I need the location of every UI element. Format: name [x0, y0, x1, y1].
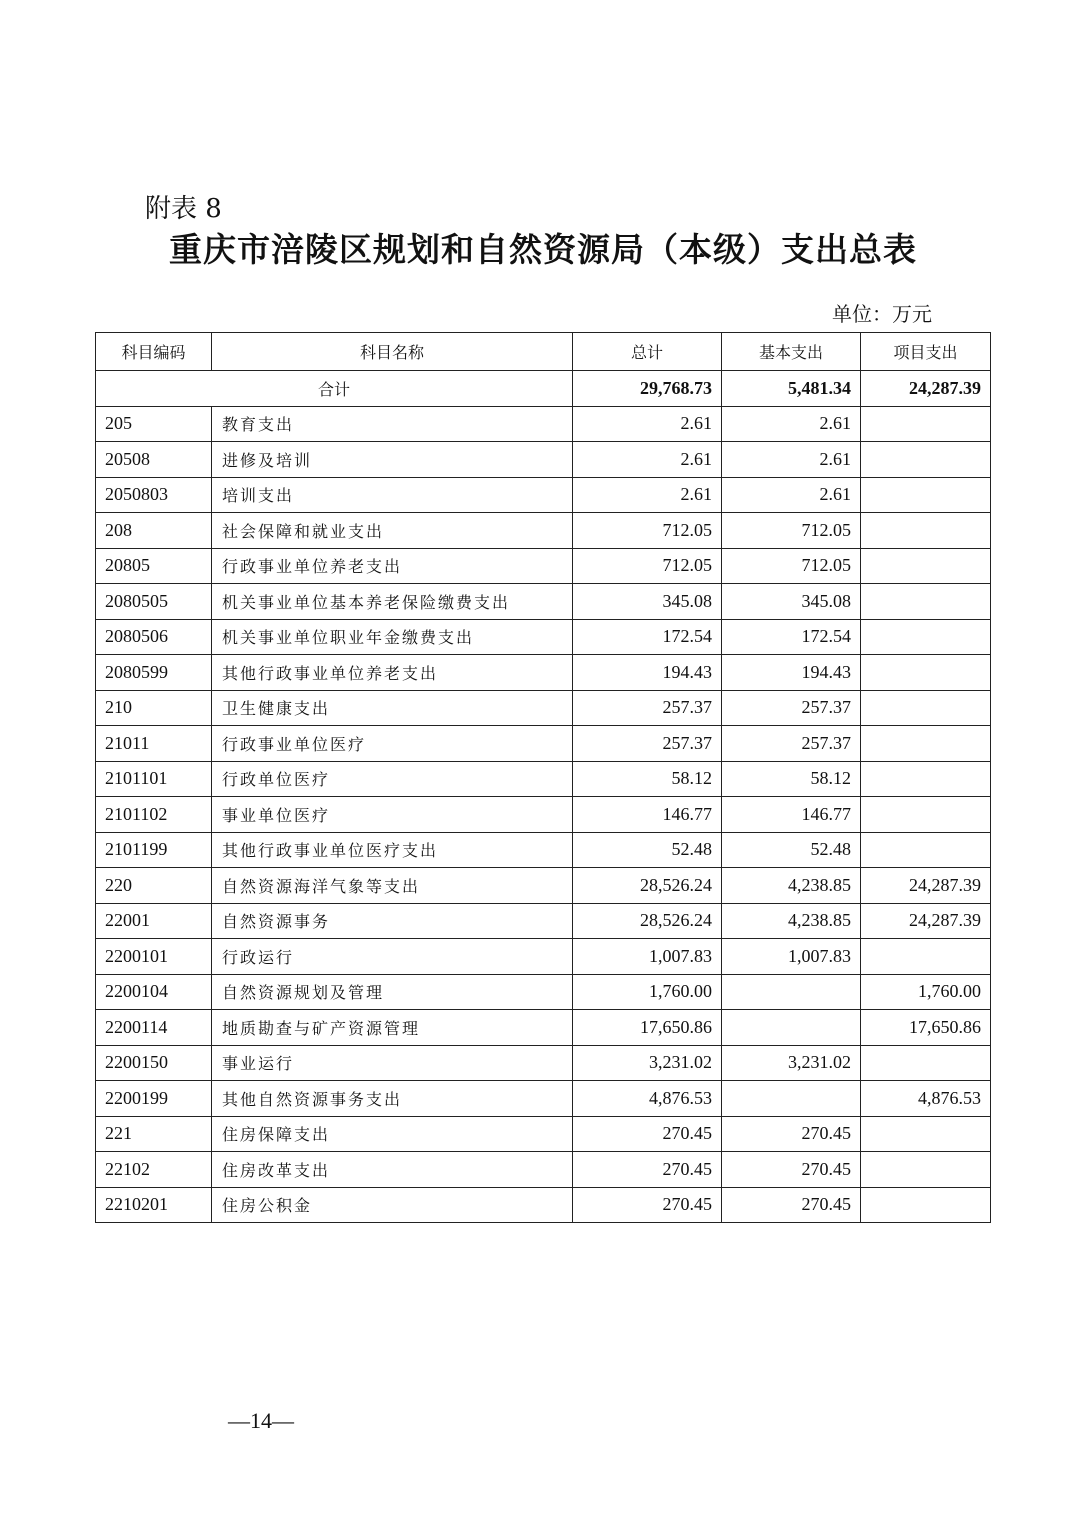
cell-code: 2210201 [96, 1187, 212, 1223]
cell-total: 28,526.24 [573, 868, 722, 904]
cell-code: 2200150 [96, 1045, 212, 1081]
table-row [96, 548, 991, 584]
cell-total: 146.77 [573, 797, 722, 833]
table-row [96, 868, 991, 904]
cell-basic: 2.61 [722, 442, 861, 478]
cell-total: 17,650.86 [573, 1010, 722, 1046]
table-row [96, 655, 991, 691]
cell-project: 4,876.53 [861, 1081, 991, 1117]
cell-total: 712.05 [573, 548, 722, 584]
table-row [96, 1010, 991, 1046]
cell-project [861, 655, 991, 691]
cell-total: 1,760.00 [573, 974, 722, 1010]
column-header-name: 科目名称 [212, 333, 573, 371]
cell-name: 社会保障和就业支出 [212, 513, 573, 549]
cell-total: 172.54 [573, 619, 722, 655]
cell-basic: 2.61 [722, 477, 861, 513]
cell-code: 2200104 [96, 974, 212, 1010]
cell-project [861, 442, 991, 478]
cell-code: 2200101 [96, 939, 212, 975]
cell-project [861, 548, 991, 584]
cell-total: 270.45 [573, 1152, 722, 1188]
cell-project [861, 584, 991, 620]
cell-name: 住房改革支出 [212, 1152, 573, 1188]
cell-basic: 270.45 [722, 1116, 861, 1152]
cell-total: 3,231.02 [573, 1045, 722, 1081]
table-row [96, 761, 991, 797]
column-header-basic: 基本支出 [722, 333, 861, 371]
cell-name: 卫生健康支出 [212, 690, 573, 726]
cell-basic: 4,238.85 [722, 868, 861, 904]
cell-total: 270.45 [573, 1187, 722, 1223]
cell-project [861, 406, 991, 442]
table-row [96, 513, 991, 549]
table-row [96, 406, 991, 442]
cell-name: 行政运行 [212, 939, 573, 975]
cell-name: 自然资源海洋气象等支出 [212, 868, 573, 904]
cell-project [861, 832, 991, 868]
cell-basic [722, 1081, 861, 1117]
cell-name: 其他行政事业单位养老支出 [212, 655, 573, 691]
cell-name: 行政事业单位养老支出 [212, 548, 573, 584]
cell-project [861, 1045, 991, 1081]
table-row [96, 1116, 991, 1152]
cell-total: 257.37 [573, 690, 722, 726]
cell-name: 自然资源规划及管理 [212, 974, 573, 1010]
cell-total: 194.43 [573, 655, 722, 691]
table-row [96, 619, 991, 655]
cell-name: 地质勘查与矿产资源管理 [212, 1010, 573, 1046]
cell-code: 2101102 [96, 797, 212, 833]
cell-total: 4,876.53 [573, 1081, 722, 1117]
cell-total: 270.45 [573, 1116, 722, 1152]
cell-project [861, 726, 991, 762]
cell-code: 220 [96, 868, 212, 904]
cell-total: 257.37 [573, 726, 722, 762]
cell-project [861, 1187, 991, 1223]
cell-code: 2050803 [96, 477, 212, 513]
cell-name: 机关事业单位职业年金缴费支出 [212, 619, 573, 655]
cell-name: 行政单位医疗 [212, 761, 573, 797]
cell-total: 2.61 [573, 477, 722, 513]
cell-code: 21011 [96, 726, 212, 762]
cell-basic: 257.37 [722, 726, 861, 762]
cell-name: 教育支出 [212, 406, 573, 442]
table-row [96, 442, 991, 478]
cell-project [861, 690, 991, 726]
cell-project [861, 1152, 991, 1188]
cell-total: 1,007.83 [573, 939, 722, 975]
cell-basic: 58.12 [722, 761, 861, 797]
unit-label: 单位：万元 [832, 302, 932, 326]
cell-name: 住房保障支出 [212, 1116, 573, 1152]
cell-basic: 270.45 [722, 1152, 861, 1188]
cell-project: 24,287.39 [861, 903, 991, 939]
cell-name: 自然资源事务 [212, 903, 573, 939]
cell-code: 2080599 [96, 655, 212, 691]
cell-total: 2.61 [573, 442, 722, 478]
cell-code: 22001 [96, 903, 212, 939]
cell-basic: 712.05 [722, 513, 861, 549]
attachment-label: 附表 8 [145, 194, 222, 224]
column-header-total: 总计 [573, 333, 722, 371]
cell-project [861, 477, 991, 513]
cell-code: 221 [96, 1116, 212, 1152]
total-label: 合计 [96, 371, 573, 407]
cell-code: 2200114 [96, 1010, 212, 1046]
cell-basic [722, 974, 861, 1010]
page-number: —14— [228, 1408, 294, 1433]
cell-name: 事业单位医疗 [212, 797, 573, 833]
table-row [96, 1152, 991, 1188]
cell-total: 58.12 [573, 761, 722, 797]
cell-project [861, 939, 991, 975]
cell-project [861, 761, 991, 797]
table-row [96, 1187, 991, 1223]
expenditure-table [95, 332, 991, 1223]
cell-project [861, 619, 991, 655]
cell-basic: 172.54 [722, 619, 861, 655]
cell-code: 20508 [96, 442, 212, 478]
cell-name: 事业运行 [212, 1045, 573, 1081]
cell-project [861, 513, 991, 549]
table-row [96, 1081, 991, 1117]
table-row [96, 797, 991, 833]
cell-code: 2080505 [96, 584, 212, 620]
cell-name: 其他自然资源事务支出 [212, 1081, 573, 1117]
total-basic: 5,481.34 [722, 371, 861, 407]
cell-project [861, 797, 991, 833]
cell-basic: 2.61 [722, 406, 861, 442]
cell-total: 345.08 [573, 584, 722, 620]
cell-code: 208 [96, 513, 212, 549]
cell-code: 2101199 [96, 832, 212, 868]
cell-code: 2080506 [96, 619, 212, 655]
document-title: 重庆市涪陵区规划和自然资源局（本级）支出总表 [169, 230, 917, 269]
cell-name: 行政事业单位医疗 [212, 726, 573, 762]
cell-basic: 270.45 [722, 1187, 861, 1223]
cell-project: 17,650.86 [861, 1010, 991, 1046]
cell-basic [722, 1010, 861, 1046]
cell-project [861, 1116, 991, 1152]
table-row [96, 903, 991, 939]
total-row [96, 371, 991, 407]
cell-code: 22102 [96, 1152, 212, 1188]
cell-name: 住房公积金 [212, 1187, 573, 1223]
cell-code: 205 [96, 406, 212, 442]
total-amount: 29,768.73 [573, 371, 722, 407]
total-project: 24,287.39 [861, 371, 991, 407]
cell-name: 其他行政事业单位医疗支出 [212, 832, 573, 868]
column-header-code: 科目编码 [96, 333, 212, 371]
cell-basic: 52.48 [722, 832, 861, 868]
cell-basic: 1,007.83 [722, 939, 861, 975]
cell-code: 2101101 [96, 761, 212, 797]
cell-project: 24,287.39 [861, 868, 991, 904]
table-row [96, 974, 991, 1010]
table-row [96, 477, 991, 513]
table-row [96, 584, 991, 620]
cell-code: 210 [96, 690, 212, 726]
cell-name: 机关事业单位基本养老保险缴费支出 [212, 584, 573, 620]
table-row [96, 832, 991, 868]
table-body [96, 371, 991, 1223]
cell-basic: 194.43 [722, 655, 861, 691]
cell-name: 进修及培训 [212, 442, 573, 478]
cell-code: 20805 [96, 548, 212, 584]
cell-basic: 345.08 [722, 584, 861, 620]
cell-basic: 712.05 [722, 548, 861, 584]
cell-basic: 3,231.02 [722, 1045, 861, 1081]
cell-total: 52.48 [573, 832, 722, 868]
table-row [96, 690, 991, 726]
column-header-project: 项目支出 [861, 333, 991, 371]
cell-code: 2200199 [96, 1081, 212, 1117]
table-row [96, 939, 991, 975]
cell-total: 712.05 [573, 513, 722, 549]
table-row [96, 1045, 991, 1081]
table-header-row [96, 333, 991, 371]
cell-basic: 146.77 [722, 797, 861, 833]
cell-project: 1,760.00 [861, 974, 991, 1010]
cell-total: 28,526.24 [573, 903, 722, 939]
cell-basic: 257.37 [722, 690, 861, 726]
cell-basic: 4,238.85 [722, 903, 861, 939]
cell-total: 2.61 [573, 406, 722, 442]
cell-name: 培训支出 [212, 477, 573, 513]
table-row [96, 726, 991, 762]
